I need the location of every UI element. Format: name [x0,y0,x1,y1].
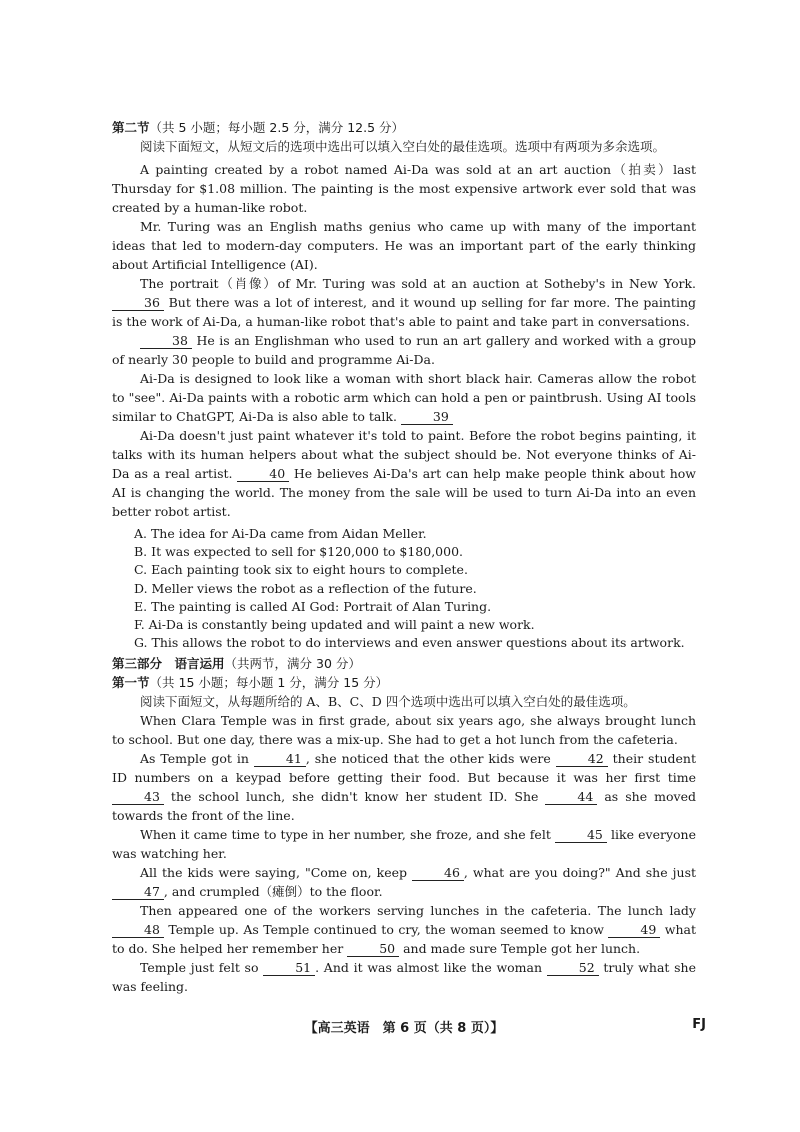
blank-number[interactable]: 44 [545,790,597,805]
paragraph-text: Ai-Da is designed to look like a woman with short black hair. Cameras allow the robot to "see". Ai-Da paints with a robotic arm which can hold a pen or paintbrush. Using AI tools similar to ChatGPT, Ai-Da is also able to talk. [112,371,696,424]
blank-number[interactable]: 49 [608,923,660,938]
paragraph [112,863,696,901]
blank-number[interactable]: 43 [112,790,164,805]
paragraph-text: their student ID numbers on a keypad before getting their food. But because it was her first time [112,751,697,786]
blank-number[interactable]: 52 [547,961,599,976]
part3-instruction: 阅读下面短文，从每题所给的 A、B、C、D 四个选项中选出可以填入空白处的最佳选项。 [140,694,636,710]
blank-number[interactable]: 41 [254,752,306,767]
paragraph-text: and made sure Temple got her lunch. [399,941,641,957]
option-item: G. This allows the robot to do interviews and even answer questions about its artwork. [134,635,685,651]
blank-number[interactable]: 51 [263,961,315,976]
paragraph-text: as she moved towards the front of the line. [112,789,696,824]
paragraph-text: All the kids were saying, "Come on, keep [140,865,413,881]
blank-number[interactable]: 50 [347,942,399,957]
paragraph-text: Mr. Turing was an English maths genius who came up with many of the important ideas that led to modern-day computers. He was an important part of the early thinking about Artificial Intelligence (AI). [112,219,696,272]
paragraph-text: As Temple got in [140,751,254,767]
option-item: A. The idea for Ai-Da came from Aidan Meller. [134,526,427,541]
paragraph-text: Then appeared one of the workers serving lunches in the cafeteria. The lunch lady [140,903,696,919]
blank-number[interactable]: 40 [237,467,289,482]
option-item: C. Each painting took six to eight hours to complete. [134,562,468,578]
paragraph-text: like everyone was watching her. [112,827,696,862]
blank-number[interactable]: 38 [140,334,192,349]
paragraph [112,901,696,958]
option-item: B. It was expected to sell for $120,000 to $180,000. [134,544,464,560]
section2-options [112,525,696,652]
blank-number[interactable]: 48 [112,923,164,938]
paragraph-text: truly what she was feeling. [112,960,696,995]
paragraph-text: The portrait（肖像）of Mr. Turing was sold at an auction at Sotheby's in New York. [140,276,696,291]
paragraph-text: A painting created by a robot named Ai-Da was sold at an art auction（拍卖）last Thursday for $1.08 million. The painting is the most expensive artwork ever sold that was created by a human-like robot. [112,162,696,215]
blank-number[interactable]: 45 [555,828,607,843]
paragraph-text: Temple just felt so [140,960,264,976]
part3-subheading: 第一节（共 15 小题；每小题 1 分，满分 15 分） [112,675,389,691]
paragraph [112,749,696,825]
option-item: E. The painting is called AI God: Portrait of Alan Turing. [134,598,492,614]
paragraph [112,217,696,274]
paragraph [112,825,696,863]
paragraph-text: , and crumpled（瘫倒）to the floor. [163,884,383,900]
paragraph-text: , what are you doing?" And she just [463,865,697,881]
exam-page [112,118,696,996]
paragraph-text: When it came time to type in her number, she froze, and she felt [140,827,555,843]
blank-number[interactable]: 47 [112,885,164,900]
paragraph [112,331,696,369]
paragraph [112,426,696,521]
paragraph [112,958,696,996]
footer-title: 【高三英语 第 6 页（共 8 页）】 [304,1021,504,1036]
paragraph [112,369,696,426]
paragraph-text: He is an Englishman who used to run an art gallery and worked with a group of nearly 30 people to build and programme Ai-Da. [112,333,696,367]
option-item: F. Ai-Da is constantly being updated and will paint a new work. [134,617,535,633]
paragraph-text: Temple up. As Temple continued to cry, the woman seemed to know [163,922,609,938]
paragraph-text: Ai-Da doesn't just paint whatever it's told to paint. Before the robot begins painting, it talks with its human helpers about what the subject should be. Not everyone thinks of Ai-Da as a real artist. [112,428,696,481]
paragraph-text: the school lunch, she didn't know her student ID. She [163,789,546,805]
option-item: D. Meller views the robot as a reflection of the future. [134,580,477,596]
section2-instruction: 阅读下面短文，从短文后的选项中选出可以填入空白处的最佳选项。选项中有两项为多余选项。 [140,139,666,154]
paragraph-text: He believes Ai-Da's art can help make people think about how AI is changing the world. The money from the sale will be used to turn Ai-Da into an even better robot artist. [112,466,696,519]
footer-code: FJ [692,1017,706,1032]
blank-number[interactable]: 46 [412,866,464,881]
paragraph-text: what to do. She helped her remember her [112,922,697,957]
paragraph-text: When Clara Temple was in first grade, about six years ago, she always brought lunch to school. But one day, there was a mix-up. She had to get a hot lunch from the cafeteria. [112,713,696,748]
paragraph-text: , she noticed that the other kids were [305,751,556,767]
paragraph [112,160,696,217]
section2-heading: 第二节（共 5 小题；每小题 2.5 分，满分 12.5 分） [112,120,405,135]
blank-number[interactable]: 36 [112,296,164,311]
part3-heading: 第三部分 语言运用（共两节，满分 30 分） [112,656,361,672]
paragraph [112,274,696,331]
paragraph-text: But there was a lot of interest, and it wound up selling for far more. The painting is the work of Ai-Da, a human-like robot that's able to paint and take part in conversations. [112,295,696,329]
section2-passage [112,160,696,521]
paragraph-text: . And it was almost like the woman [315,960,547,976]
blank-number[interactable]: 42 [556,752,608,767]
paragraph [112,711,696,749]
blank-number[interactable]: 39 [401,410,453,425]
page-footer [112,1017,706,1037]
part3-passage [112,711,696,996]
